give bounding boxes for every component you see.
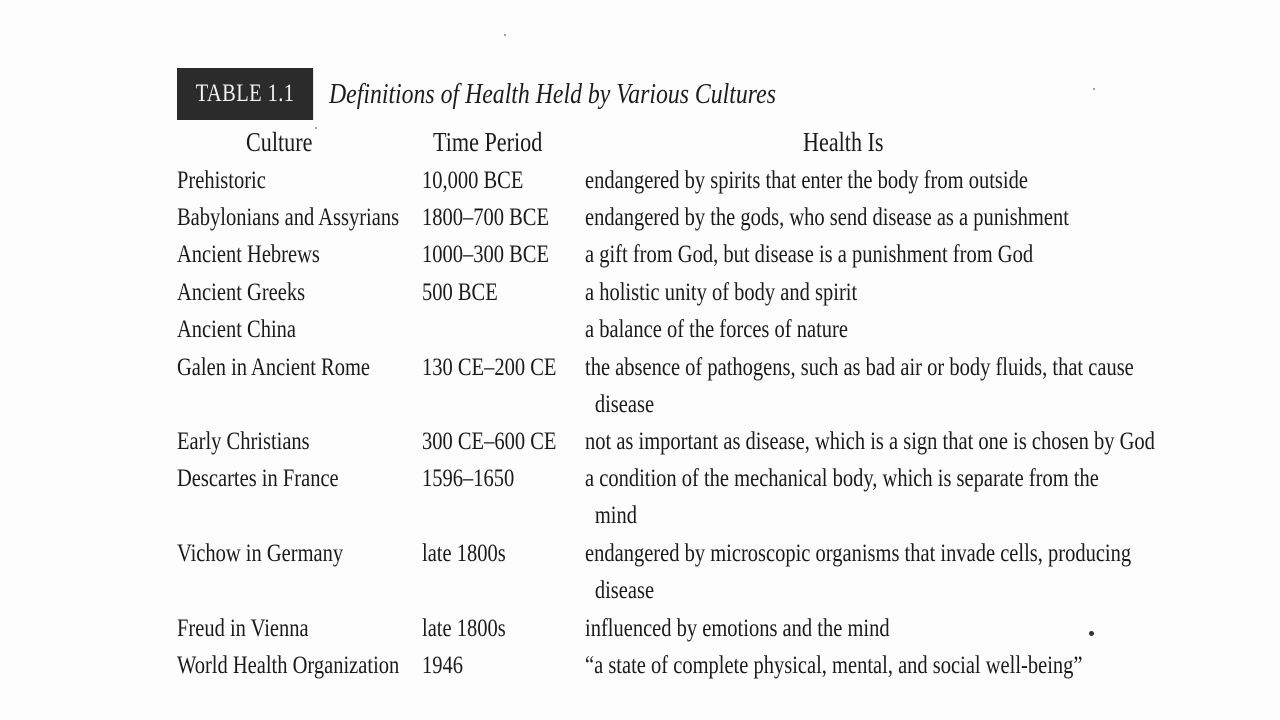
health-cell-continuation: mind <box>594 502 637 529</box>
scan-speck <box>1089 631 1094 636</box>
period-cell: late 1800s <box>422 540 506 567</box>
culture-cell: Babylonians and Assyrians <box>177 204 400 231</box>
period-cell: 10,000 BCE <box>422 167 524 194</box>
health-cell: not as important as disease, which is a sign that one is chosen by God <box>585 428 1155 455</box>
column-header-culture: Culture <box>246 127 313 157</box>
health-cell: endangered by the gods, who send disease as a punishment <box>585 204 1069 231</box>
period-cell: 1800–700 BCE <box>422 204 549 231</box>
health-cell: a balance of the forces of nature <box>585 316 848 343</box>
health-cell: the absence of pathogens, such as bad air or body fluids, that cause <box>585 354 1134 381</box>
scan-speck <box>1093 88 1095 90</box>
column-header-health-is: Health Is <box>803 127 884 157</box>
culture-cell: Ancient Hebrews <box>177 241 320 268</box>
table-title: Definitions of Health Held by Various Cultures <box>329 77 776 110</box>
period-cell: 1000–300 BCE <box>422 241 549 268</box>
period-cell: 300 CE–600 CE <box>422 428 557 455</box>
period-cell: late 1800s <box>422 615 506 642</box>
health-cell: a holistic unity of body and spirit <box>585 279 858 306</box>
health-cell-continuation: disease <box>594 391 655 418</box>
period-cell: 500 BCE <box>422 279 498 306</box>
culture-cell: Vichow in Germany <box>177 540 344 567</box>
scan-speck <box>504 34 506 36</box>
period-cell: 1596–1650 <box>422 465 515 492</box>
table-number-badge <box>177 68 313 120</box>
culture-cell: Descartes in France <box>177 465 339 492</box>
culture-cell: Ancient Greeks <box>177 279 306 306</box>
culture-cell: Ancient China <box>177 316 296 343</box>
culture-cell: Prehistoric <box>177 167 266 194</box>
scan-speck <box>315 127 317 129</box>
period-cell: 130 CE–200 CE <box>422 354 557 381</box>
table-number-label: TABLE 1.1 <box>195 80 295 107</box>
period-cell: 1946 <box>422 652 463 679</box>
health-cell: a condition of the mechanical body, which is separate from the <box>585 465 1099 492</box>
culture-cell: Freud in Vienna <box>177 615 309 642</box>
health-cell: endangered by spirits that enter the body from outside <box>585 167 1028 194</box>
health-cell-continuation: disease <box>594 577 655 604</box>
culture-cell: Galen in Ancient Rome <box>177 354 371 381</box>
health-cell: endangered by microscopic organisms that invade cells, producing <box>585 540 1132 567</box>
culture-cell: Early Christians <box>177 428 310 455</box>
health-cell: influenced by emotions and the mind <box>585 615 890 642</box>
health-cell: “a state of complete physical, mental, and social well-being” <box>585 652 1083 679</box>
health-cell: a gift from God, but disease is a punishment from God <box>585 241 1034 268</box>
culture-cell: World Health Organization <box>177 652 400 679</box>
column-header-time-period: Time Period <box>433 127 543 157</box>
table-heading <box>177 68 874 120</box>
